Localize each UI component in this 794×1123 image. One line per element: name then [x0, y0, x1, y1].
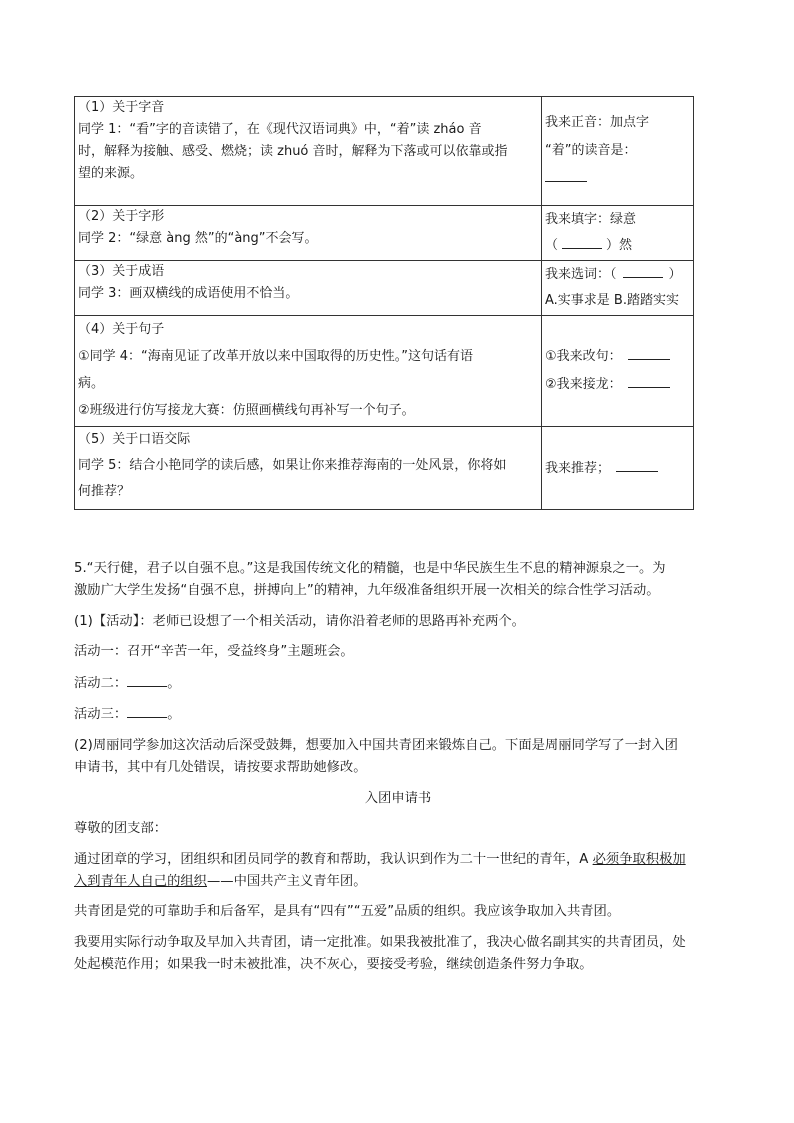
- table-row: [75, 427, 694, 510]
- part-2-prompt: 申请书，其中有几处错误，请按要求帮助她修改。: [74, 759, 367, 775]
- row1-text: 同学 1：“看”字的音读错了，在《现代汉语词典》中，“着”读 zháo 音: [78, 122, 482, 137]
- activity-3: 活动三： 。: [74, 703, 722, 726]
- letter-paragraph: 通过团章的学习，团组织和团员同学的教育和帮助，我认识到作为二十一世纪的青年，A 必须争取积极加: [74, 851, 686, 867]
- letter-paragraph: 我要用实际行动争取及早加入共青团，请一定批准。如果我被批准了，我决心做名副其实的共青团员，处: [74, 934, 686, 950]
- row3-answer-fill: 我来选词：（ ）: [545, 262, 690, 288]
- answer-blank[interactable]: [545, 165, 690, 193]
- row5-answer: [542, 427, 694, 510]
- answer-blank[interactable]: [628, 345, 670, 360]
- answer-blank[interactable]: [616, 457, 658, 472]
- underlined-sentence-a: 必须争取积极加: [592, 851, 686, 867]
- part-2-prompt: (2)周丽同学参加这次活动后深受鼓舞，想要加入中国共青团来锻炼自己。下面是周丽同学写了一封入团: [74, 737, 678, 753]
- row1-answer: [542, 97, 694, 206]
- letter-paragraph: 入到青年人自己的组织——中国共产主义青年团。: [74, 873, 367, 889]
- row5-question: [75, 427, 542, 510]
- row4-text: 病。: [78, 376, 105, 391]
- row1-text: 望的来源。: [78, 166, 144, 181]
- row2-text: 同学 2：“绿意 àng 然”的“àng”不会写。: [78, 231, 318, 246]
- question-5: [74, 558, 722, 985]
- row4-answer-fill: ①我来改句：: [545, 343, 690, 371]
- row4-answer-fill: ②我来接龙：: [545, 371, 690, 399]
- table-row: [75, 316, 694, 427]
- row2-answer-text: 我来填字：绿意: [545, 212, 637, 227]
- table-row: [75, 206, 694, 261]
- letter-salutation: 尊敬的团支部：: [74, 821, 168, 837]
- activity-2: 活动二： 。: [74, 672, 722, 695]
- row5-text: 何推荐？: [78, 484, 131, 499]
- row2-heading: （2）关于字形: [78, 209, 165, 224]
- question-intro: 激励广大学生发扬“自强不息，拼搏向上”的精神，九年级准备组织开展一次相关的综合性学习活动。: [74, 583, 660, 598]
- table-row: [75, 97, 694, 206]
- row2-answer: [542, 206, 694, 261]
- row1-question: [75, 97, 542, 206]
- row1-heading: （1）关于字音: [78, 100, 165, 115]
- answer-blank[interactable]: [628, 373, 670, 388]
- letter-paragraph: 共青团是党的可靠助手和后备军，是具有“四有”“五爱”品质的组织。我应该争取加入共青团。: [74, 904, 621, 920]
- row4-question: [75, 316, 542, 427]
- letter-paragraph: 处起模范作用；如果我一时未被批准，决不灰心，要接受考验，继续创造条件努力争取。: [74, 956, 593, 972]
- row5-answer-fill: 我来推荐；: [545, 457, 690, 480]
- row2-question: [75, 206, 542, 261]
- question-intro: 5.“天行健，君子以自强不息。”这是我国传统文化的精髓，也是中华民族生生不息的精神源泉之一。为: [74, 561, 666, 576]
- row1-answer-text: “着”的读音是：: [545, 143, 637, 158]
- row3-question: [75, 261, 542, 316]
- underlined-sentence-a: 入到青年人自己的组织: [74, 873, 207, 889]
- part-1-prompt: (1)【活动】：老师已设想了一个相关活动，请你沿着老师的思路再补充两个。: [74, 613, 525, 629]
- answer-blank[interactable]: [562, 234, 602, 249]
- row4-answer: [542, 316, 694, 427]
- row3-text: 同学 3：画双横线的成语使用不恰当。: [78, 286, 299, 301]
- letter-title: 入团申请书: [364, 790, 432, 806]
- row5-text: 同学 5：结合小艳同学的读后感，如果让你来推荐海南的一处风景，你将如: [78, 458, 507, 473]
- row3-answer: [542, 261, 694, 316]
- row4-heading: （4）关于句子: [78, 322, 165, 337]
- row4-text: ①同学 4：“海南见证了改革开放以来中国取得的历史性。”这句话有语: [78, 349, 474, 364]
- row3-heading: （3）关于成语: [78, 264, 165, 279]
- row3-choices: A.实事求是 B.踏踏实实: [545, 293, 679, 308]
- row5-heading: （5）关于口语交际: [78, 432, 191, 447]
- question-table: [74, 96, 694, 510]
- activity-1: 活动一：召开“辛苦一年，受益终身”主题班会。: [74, 644, 354, 660]
- answer-blank[interactable]: [127, 672, 167, 687]
- row1-answer-text: 我来正音：加点字: [545, 115, 650, 130]
- row2-answer-fill: （ ）然: [545, 233, 690, 259]
- table-row: [75, 261, 694, 316]
- answer-blank[interactable]: [127, 703, 167, 718]
- answer-blank[interactable]: [623, 263, 663, 278]
- row1-text: 时，解释为接触、感受、燃烧；读 zhuó 音时，解释为下落或可以依靠或指: [78, 144, 508, 159]
- row4-text: ②班级进行仿写接龙大赛：仿照画横线句再补写一个句子。: [78, 403, 415, 418]
